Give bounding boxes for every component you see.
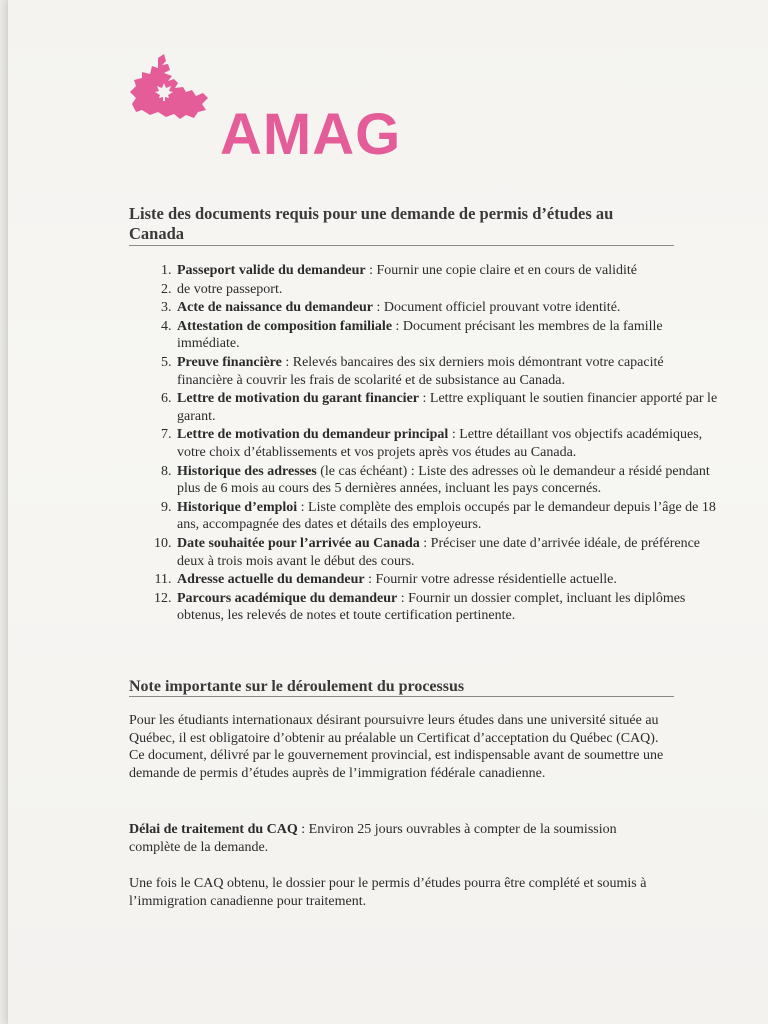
requirements-list <box>129 262 720 626</box>
canada-map-icon <box>128 52 210 122</box>
list-item: 6. Lettre de motivation du garant financier : Lettre expliquant le soutien financier apporté par le garant. <box>175 390 720 425</box>
list-item: 9. Historique d’emploi : Liste complète des emplois occupés par le demandeur depuis l’âge de 18 ans, accompagnée des dates et détails des employeurs. <box>175 499 720 534</box>
note-paragraph-delay <box>129 821 664 856</box>
title-divider <box>129 245 674 246</box>
list-item: 7. Lettre de motivation du demandeur principal : Lettre détaillant vos objectifs académiques, votre choix d’établissements et vos projets après vos études au Canada. <box>175 426 720 461</box>
brand-logo: AMAG <box>220 102 402 167</box>
list-item: 3. Acte de naissance du demandeur : Document officiel prouvant votre identité. <box>175 299 720 317</box>
note-heading: Note importante sur le déroulement du processus <box>129 678 465 695</box>
list-item: 4. Attestation de composition familiale : Document précisant les membres de la famille immédiate. <box>175 318 720 353</box>
list-item: 10. Date souhaitée pour l’arrivée au Canada : Préciser une date d’arrivée idéale, de préférence deux à trois mois avant le début des cours. <box>175 535 720 570</box>
list-item: 12. Parcours académique du demandeur : Fournir un dossier complet, incluant les diplômes obtenus, les relevés de notes et toute certification pertinente. <box>175 590 720 625</box>
delay-label: Délai de traitement du CAQ <box>129 822 298 837</box>
list-item: 11. Adresse actuelle du demandeur : Fournir votre adresse résidentielle actuelle. <box>175 571 720 589</box>
note-paragraph-caq: Pour les étudiants internationaux désirant poursuivre leurs études dans une université située au Québec, il est obligatoire d’obtenir au préalable un Certificat d’acceptation du Québec (CAQ). Ce document, délivré par le gouvernement provincial, est indispensable avant de soumettre une demande de permis d’études auprès de l’immigration fédérale canadienne. <box>129 713 664 781</box>
note-divider <box>129 696 674 697</box>
list-item: 1. Passeport valide du demandeur : Fournir une copie claire et en cours de validité <box>175 262 720 280</box>
note-paragraph-final: Une fois le CAQ obtenu, le dossier pour le permis d’études pourra être complété et soumis à l’immigration canadienne pour traitement. <box>129 876 647 909</box>
delay-text: : Environ 25 jours ouvrables à compter de la soumission complète de la demande. <box>129 822 617 855</box>
list-item: 8. Historique des adresses (le cas échéant) : Liste des adresses où le demandeur a résidé pendant plus de 6 mois au cours des 5 dernières années, incluant les pays concernés. <box>175 463 720 498</box>
list-item: 2. de votre passeport. <box>175 281 720 299</box>
document-page <box>8 0 768 1024</box>
document-title: Liste des documents requis pour une demande de permis d’études au Canada <box>129 204 614 243</box>
list-item: 5. Preuve financière : Relevés bancaires des six derniers mois démontrant votre capacité financière à couvrir les frais de scolarité et de subsistance au Canada. <box>175 354 720 389</box>
